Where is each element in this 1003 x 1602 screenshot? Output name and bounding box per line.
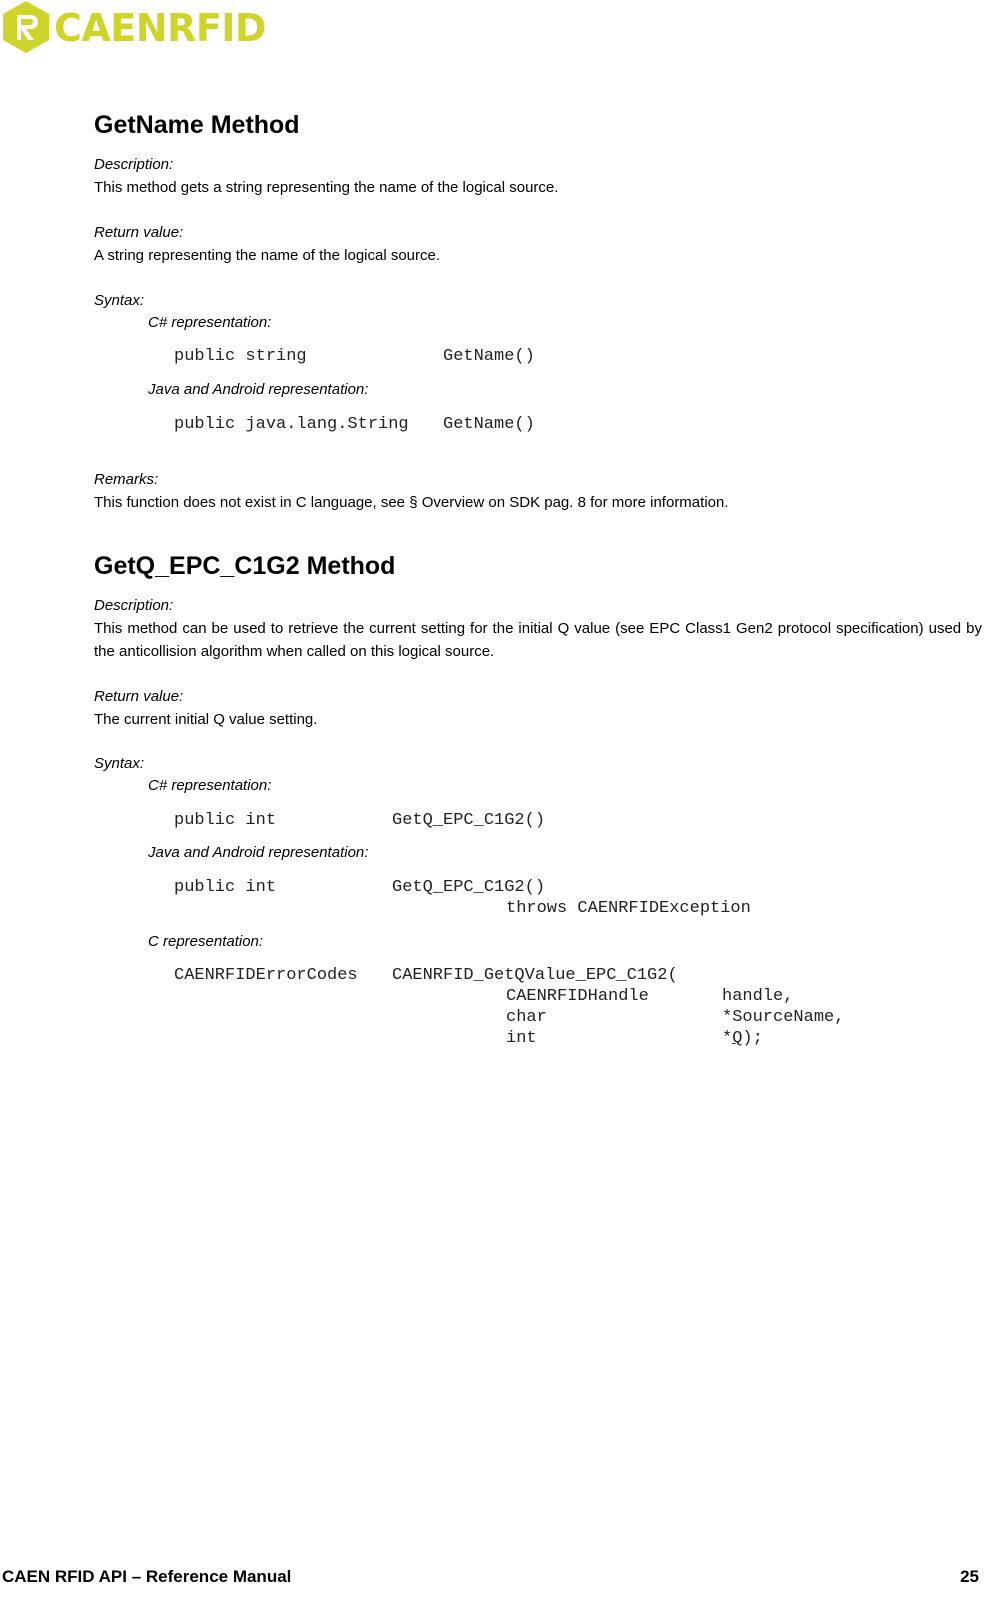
c-param-type: int xyxy=(506,1029,537,1048)
section-title-getq: GetQ_EPC_C1G2 Method xyxy=(94,552,396,580)
java-code-call: GetName() xyxy=(443,415,535,434)
c-code-type: CAENRFIDErrorCodes xyxy=(174,966,358,985)
return-value-text: The current initial Q value setting. xyxy=(94,711,318,728)
c-param-type: CAENRFIDHandle xyxy=(506,987,649,1006)
c-param-name: handle, xyxy=(722,987,794,1006)
return-value-text: A string representing the name of the logical source. xyxy=(94,247,441,264)
c-param-underlined: Q xyxy=(732,1029,743,1048)
description-label: Description: xyxy=(94,597,174,614)
java-label: Java and Android representation: xyxy=(148,381,369,398)
c-label: C representation: xyxy=(148,933,264,950)
remarks-label: Remarks: xyxy=(94,471,159,488)
java-code-call: GetQ_EPC_C1G2() xyxy=(392,878,546,897)
return-value-label: Return value: xyxy=(94,224,184,241)
c-param-prefix: * xyxy=(722,1029,733,1048)
c-param-suffix: ); xyxy=(742,1029,763,1048)
csharp-code-type: public string xyxy=(174,347,307,366)
java-code-type: public java.lang.String xyxy=(174,415,409,434)
java-label: Java and Android representation: xyxy=(148,844,369,861)
c-param-type: char xyxy=(506,1008,547,1027)
footer-title: CAEN RFID API – Reference Manual xyxy=(2,1567,292,1586)
c-code-call: CAENRFID_GetQValue_EPC_C1G2( xyxy=(392,966,678,985)
return-value-label: Return value: xyxy=(94,688,184,705)
logo-hexagon-icon xyxy=(0,0,52,54)
description-text: This method can be used to retrieve the current setting for the initial Q value (see EPC Class1 Gen2 protocol specification) used by the anticollision algorithm when called on this logical source. xyxy=(94,620,982,660)
c-param-name xyxy=(722,1028,763,1049)
csharp-code-type: public int xyxy=(174,811,277,830)
csharp-label: C# representation: xyxy=(148,777,272,794)
syntax-label: Syntax: xyxy=(94,755,145,772)
java-code-throws: throws CAENRFIDException xyxy=(506,899,751,918)
syntax-label: Syntax: xyxy=(94,292,145,309)
section-title-getname: GetName Method xyxy=(94,111,300,139)
csharp-label: C# representation: xyxy=(148,314,272,331)
c-param-name: *SourceName, xyxy=(722,1008,845,1027)
csharp-code-call: GetName() xyxy=(443,347,535,366)
java-code-type: public int xyxy=(174,878,277,897)
csharp-code-call: GetQ_EPC_C1G2() xyxy=(392,811,546,830)
description-label: Description: xyxy=(94,156,174,173)
remarks-text: This function does not exist in C language, see § Overview on SDK pag. 8 for more information. xyxy=(94,494,729,511)
page-number: 25 xyxy=(960,1567,979,1586)
logo-wordmark: CAENRFID xyxy=(54,6,266,50)
description-text: This method gets a string representing the name of the logical source. xyxy=(94,179,559,196)
caenrfid-logo xyxy=(0,0,280,56)
